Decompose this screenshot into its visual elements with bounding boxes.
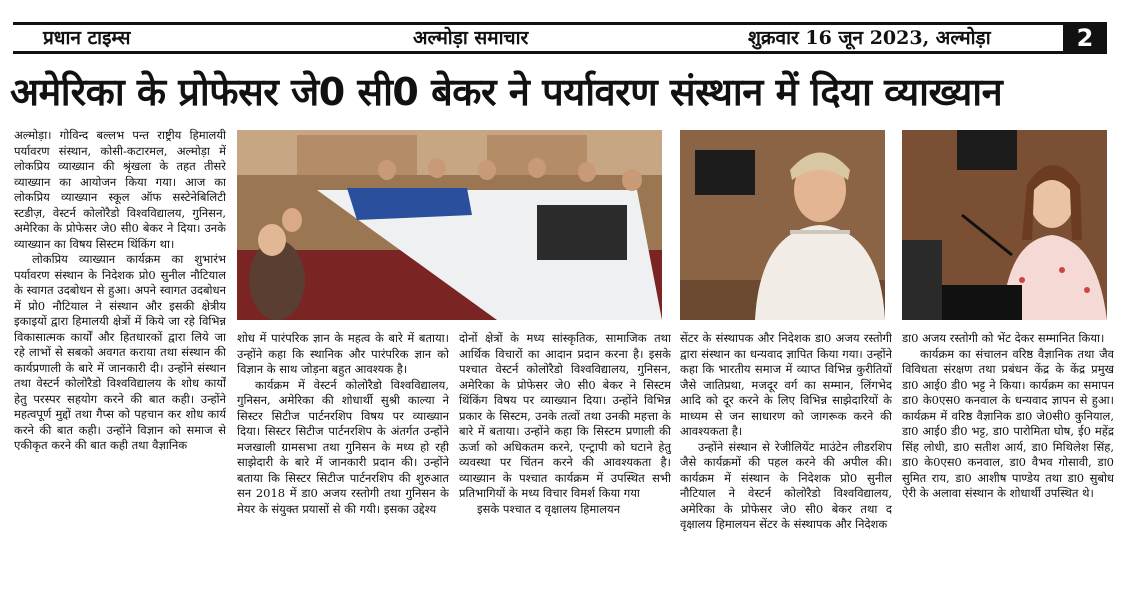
masthead — [13, 22, 1107, 56]
article-column-4 — [680, 331, 892, 604]
headline: अमेरिका के प्रोफेसर जे0 सी0 बेकर ने पर्यावरण संस्थान में दिया व्याख्यान — [10, 70, 1003, 114]
paragraph: शोध में पारंपरिक ज्ञान के महत्व के बारे में बताया। उन्होंने कहा कि स्थानिक और पारंपरिक ज्ञान को विज्ञान के साथ जोड़ना बहुत आवश्यक है। — [237, 331, 449, 376]
article-column-5 — [902, 331, 1114, 604]
researcher-speaker-photo — [902, 130, 1107, 320]
meeting-room-photo — [237, 130, 662, 320]
paragraph: डा0 अजय रस्तोगी को भेंट देकर सम्मानित किया। — [902, 331, 1105, 345]
speaker-photo — [680, 130, 885, 320]
paragraph: सेंटर के संस्थापक और निदेशक डा0 अजय रस्तोगी द्वारा संस्थान का धन्यवाद ज्ञापित किया गया। उन्होंने कहा कि भारतीय समाज में व्याप्त विभिन्न कुरीतियों जैसे जातिप्रथा, मजदूर वर्ग का सम्मान, लिंगभेद आदि को दूर करने के लिए विभिन्न साझेदारियों के माध्यम से जन साधारण को जागरूक करने की आवश्यकता है। — [680, 331, 892, 438]
page-number: 2 — [1063, 22, 1107, 54]
article-column-2 — [237, 331, 449, 604]
article-column-3 — [459, 331, 671, 604]
paragraph: अल्मोड़ा। गोविन्द बल्लभ पन्त राष्ट्रीय हिमालयी पर्यावरण संस्थान, कोसी-कटारमल, अल्मोड़ा में लोकप्रिय व्याख्यान की श्रृंखला के तहत तीसरे व्याख्यान का आयोजन किया गया। आज का लोकप्रिय व्याख्यान स्कूल ऑफ सस्टेनेबिलिटी स्टडीज़, वेस्टर्न कोलोरैडो विश्वविद्यालय, गुनिसन, अमेरिका के प्रोफेसर जे0 सी0 बेकर ने दिया। उनके व्याख्यान का विषय सिस्टम थिंकिंग था। — [14, 128, 226, 251]
paragraph: दोनों क्षेत्रों के मध्य सांस्कृतिक, सामाजिक तथा आर्थिक विचारों का आदान प्रदान करना है। इसके पश्चात वेस्टर्न कोलोरैडो विश्वविद्यालय, गुनिसन, अमेरिका के प्रोफेसर जे0 सी0 बेकर ने सिस्टम थिंकिंग विषय पर व्याख्यान दिया। उन्होंने विभिन्न प्रकार के सिस्टम, उनके तत्वों तथा उनकी महत्ता के बारे में बताया। उन्होंने कहा कि सिस्टम प्रणाली की ऊर्जा को अधिकतम करने, एन्ट्रापी को घटाने हेतु व्यवस्था पर चिंतन करने की आवश्यकता है। व्याख्यान के पश्चात कार्यक्रम में उपस्थित सभी प्रतिभागियों के मध्य विचार विमर्श किया गया — [459, 331, 671, 500]
article-column-1 — [14, 128, 226, 604]
masthead-rule-bottom — [13, 51, 1073, 54]
newspaper-name: प्रधान टाइम्स — [43, 27, 131, 49]
paragraph: उन्होंने संस्थान से रेजीलियेंट माउंटेन लीडरशिप जैसे कार्यक्रमों की पहल करने की अपील की। कार्यक्रम में संस्थान के निदेशक प्रो0 सुनील नौटियाल ने वेस्टर्न कोलोरैडो विश्वविद्यालय, अमेरिका के प्रोफेसर जे0 सी0 बेकर तथा द वृक्षालय हिमालयन सेंटर के संस्थापक और निदेशक — [680, 439, 892, 531]
paragraph: लोकप्रिय व्याख्यान कार्यक्रम का शुभारंभ पर्यावरण संस्थान के निदेशक प्रो0 सुनील नौटियाल के स्वागत उदबोधन से हुआ। अपने स्वागत उदबोधन में प्रो0 नौटियाल ने संस्थान और इसकी क्षेत्रीय इकाइयों द्वारा हिमालयी क्षेत्रों में किये जा रहे विभिन्न विकासात्मक कार्यों और हितधारकों द्वारा लिये जा रहे लाभों से सबको अवगत कराया तथा संस्थान की कार्यप्रणाली के बारे में जानकारी दी। उन्होंने संस्थान तथा वेस्टर्न कोलोरैडो विश्वविद्यालय के शोध कार्यों हेतु परस्पर सहयोग करने की बात कही। उन्होंने महत्वपूर्ण मुद्दों तथा गैप्स को पहचान कर शोध कार्य करने की बात कही। उन्होंने विज्ञान को समाज से एकीकृत करने की बात कही तथा वैज्ञानिक — [14, 252, 226, 452]
paragraph: कार्यक्रम में वेस्टर्न कोलोरैडो विश्वविद्यालय, गुनिसन, अमेरिका की शोधार्थी सुश्री काल्या ने सिस्टर सिटीज पार्टनरशिप विषय पर व्याख्यान दिया। सिस्टर सिटीज पार्टनरशिप के अंतर्गत उन्होंने मजखाली ग्रामसभा तथा गुनिसन के मध्य हो रही साझेदारी के बारे में जानकारी प्रदान की। उन्होंने बताया कि सिस्टर सिटीज पार्टनरशिप की शुरुआत सन 2018 में डा0 अजय रस्तोगी तथा गुनिसन के मेयर के संयुक्त प्रयासों से की गयी। इसका उद्देश्य — [237, 377, 449, 516]
dateline: शुक्रवार 16 जून 2023, अल्मोड़ा — [748, 27, 991, 49]
paragraph: कार्यक्रम का संचालन वरिष्ठ वैज्ञानिक तथा जैव विविधता संरक्षण तथा प्रबंधन केंद्र के केंद्र प्रमुख डा0 आई0 डी0 भट्ट ने किया। कार्यक्रम का समापन डा0 के0एस0 कनवाल के धन्यवाद ज्ञापन से हुआ। कार्यक्रम में वरिष्ठ वैज्ञानिक डा0 जे0सी0 कुनियाल, डा0 आई0 डी0 भट्ट, डा0 पारोमिता घोष, ई0 महेंद्र सिंह लोधी, डा0 सतीश आर्य, डा0 मिथिलेश सिंह, डा0 के0एस0 कनवाल, डा0 वैभव गोसावी, डा0 सुमित राय, डा0 आशीष पाण्डेय तथा डा0 सुबोध ऐरी के अलावा संस्थान के शोधार्थी उपस्थित थे। — [902, 346, 1114, 500]
section-name: अल्मोड़ा समाचार — [413, 27, 529, 49]
paragraph: इसके पश्चात द वृक्षालय हिमालयन — [477, 501, 621, 516]
masthead-rule-top — [13, 22, 1073, 25]
